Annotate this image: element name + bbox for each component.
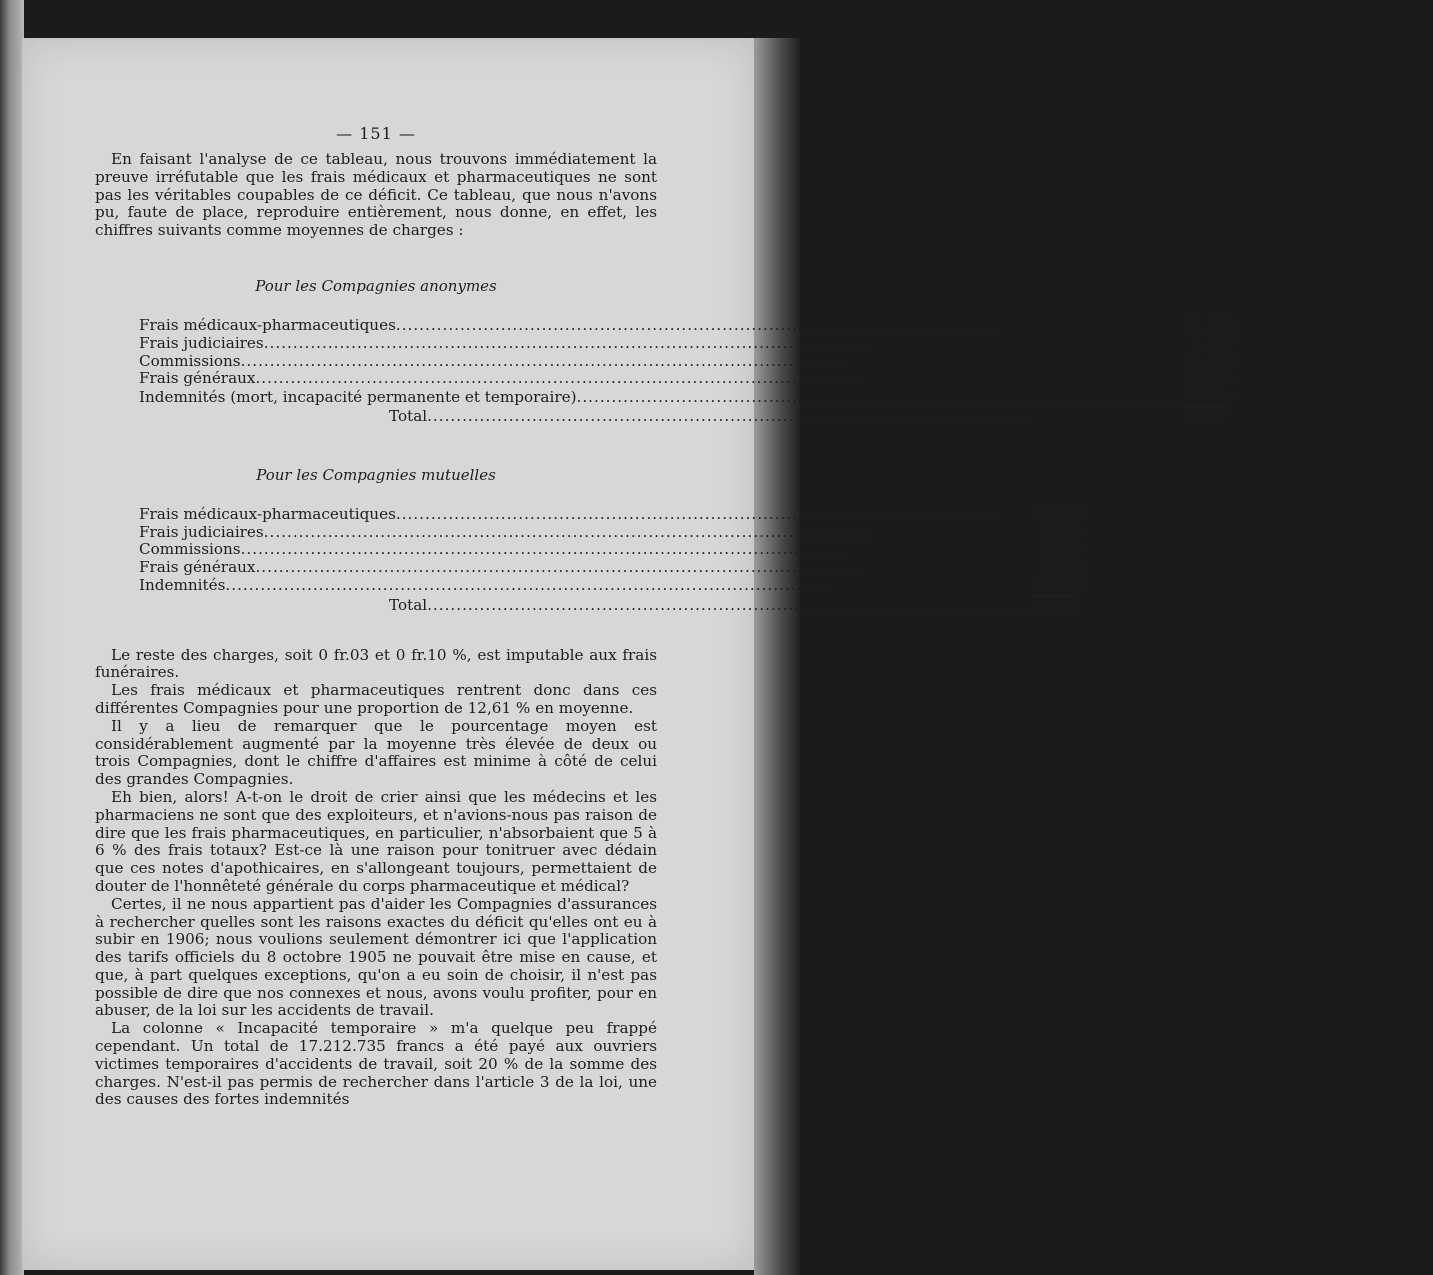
table-row	[139, 317, 1238, 335]
table-row	[139, 541, 1089, 559]
anonymes-title: Pour les Compagnies anonymes	[255, 276, 497, 295]
row-value: 10,90	[1182, 369, 1227, 388]
row-value: 11,30	[1182, 351, 1227, 370]
row-unit: »	[1230, 353, 1239, 369]
table-row	[139, 353, 1238, 371]
row-label: Frais judiciaires	[139, 333, 264, 352]
paragraph: Eh bien, alors! A-t-on le droit de crier ainsi que les médecins et les pharmaciens ne sont que des exploiteurs, et n'avions-nous pas raison de dire que les frais pharmaceutiques, en particulier, n'absorbaient que 5 à 6 % des frais totaux? Est-ce là une raison pour tonitruer avec dédain que ces notes d'apothicaires, en s'allongeant toujours, permettaient de douter de l'honnêteté générale du corps pharmaceutique et médical?	[95, 787, 657, 895]
table-row	[139, 388, 1238, 406]
mutuelles-title: Pour les Compagnies mutuelles	[256, 465, 496, 484]
row-label: Indemnités	[139, 576, 226, 595]
row-label: Commissions	[139, 540, 241, 559]
row-label: Frais généraux	[139, 369, 256, 388]
row-value: 13,40	[1033, 504, 1077, 523]
row-value: 8,60	[1042, 558, 1077, 577]
table-row	[139, 577, 1089, 595]
row-unit: »	[1230, 335, 1239, 351]
row-value: 69,50	[1033, 575, 1077, 594]
row-unit: »	[1230, 389, 1239, 405]
row-label: Frais médicaux-pharmaceutiques	[139, 504, 396, 523]
row-value: 1,85	[1192, 333, 1227, 352]
row-label: Frais judiciaires	[139, 522, 264, 541]
paragraph: Les frais médicaux et pharmaceutiques rentrent donc dans ces différentes Compagnies pour une proportion de 12,61 % en moyenne.	[95, 681, 657, 717]
total-label: Total	[389, 406, 428, 425]
table-row	[139, 524, 1089, 542]
row-unit: »	[1081, 524, 1090, 540]
row-unit: %	[1226, 317, 1239, 333]
paragraph: Certes, il ne nous appartient pas d'aider les Compagnies d'assurances à rechercher quelles sont les raisons exactes du déficit qu'elles ont eu à subir en 1906; nous voulions seulement démontrer ici que l'application des tarifs officiels du 8 octobre 1905 ne pouvait être mise en cause, et que, à part quelques exceptions, qu'on a eu soin de choisir, il n'est pas possible de dire que nos connexes et nous, avons voulu profiter, pour en abuser, de la loi sur les accidents de travail.	[95, 894, 657, 1020]
row-value: 4,25	[1042, 522, 1077, 541]
row-label: Frais médicaux-pharmaceutiques	[139, 315, 396, 334]
total-label: Total	[389, 595, 428, 614]
table-row	[139, 559, 1089, 577]
table-row	[139, 335, 1238, 353]
paragraph: Le reste des charges, soit 0 fr.03 et 0 fr.10 %, est imputable aux frais funéraires.	[95, 645, 657, 682]
page-number: — 151 —	[336, 124, 416, 143]
total-row	[139, 406, 1238, 425]
row-unit: »	[1230, 371, 1239, 387]
total-row	[139, 595, 1089, 614]
table-row	[139, 506, 1089, 524]
total-value: 99,97	[1182, 406, 1227, 425]
mutuelles-table	[139, 506, 1089, 615]
total-value: 99,90	[1033, 595, 1077, 614]
row-label: Frais généraux	[139, 558, 256, 577]
intro-paragraph: En faisant l'analyse de ce tableau, nous trouvons immédiatement la preuve irréfutable que les frais médicaux et pharmaceutiques ne sont pas les véritables coupables de ce déficit. Ce tableau, que nous n'avons pu, faute de place, reproduire entièrement, nous donne, en effet, les chiffres suivants comme moyennes de charges :	[95, 150, 657, 240]
row-value: 64,10	[1182, 387, 1227, 406]
row-unit: %	[1076, 506, 1090, 522]
table-row	[139, 370, 1238, 388]
paragraph: Il y a lieu de remarquer que le pourcentage moyen est considérablement augmenté par la moyenne très élevée de deux ou trois Compagnies, dont le chiffre d'affaires est minime à côté de celui des grandes Compagnies.	[95, 716, 657, 789]
row-label: Indemnités (mort, incapacité permanente et temporaire)	[139, 387, 577, 406]
scanned-page	[22, 38, 1239, 1270]
row-unit: »	[1081, 578, 1090, 594]
row-unit: »	[1081, 542, 1090, 558]
body-text	[95, 647, 657, 1110]
anonymes-table	[139, 317, 1238, 426]
row-unit: »	[1081, 560, 1090, 576]
row-value: 11,82	[1182, 315, 1227, 334]
row-value: 4,15	[1042, 540, 1077, 559]
book-fore-edge	[754, 38, 800, 1275]
row-label: Commissions	[139, 351, 241, 370]
page-content	[95, 124, 1239, 1109]
paragraph: La colonne « Incapacité temporaire » m'a quelque peu frappé cependant. Un total de 17.212.735 francs a été payé aux ouvriers victimes temporaires d'accidents de travail, soit 20 % de la somme des charges. N'est-il pas permis de rechercher dans l'article 3 de la loi, une des causes des fortes indemnités	[95, 1019, 657, 1109]
book-spine-edge	[0, 0, 24, 1275]
